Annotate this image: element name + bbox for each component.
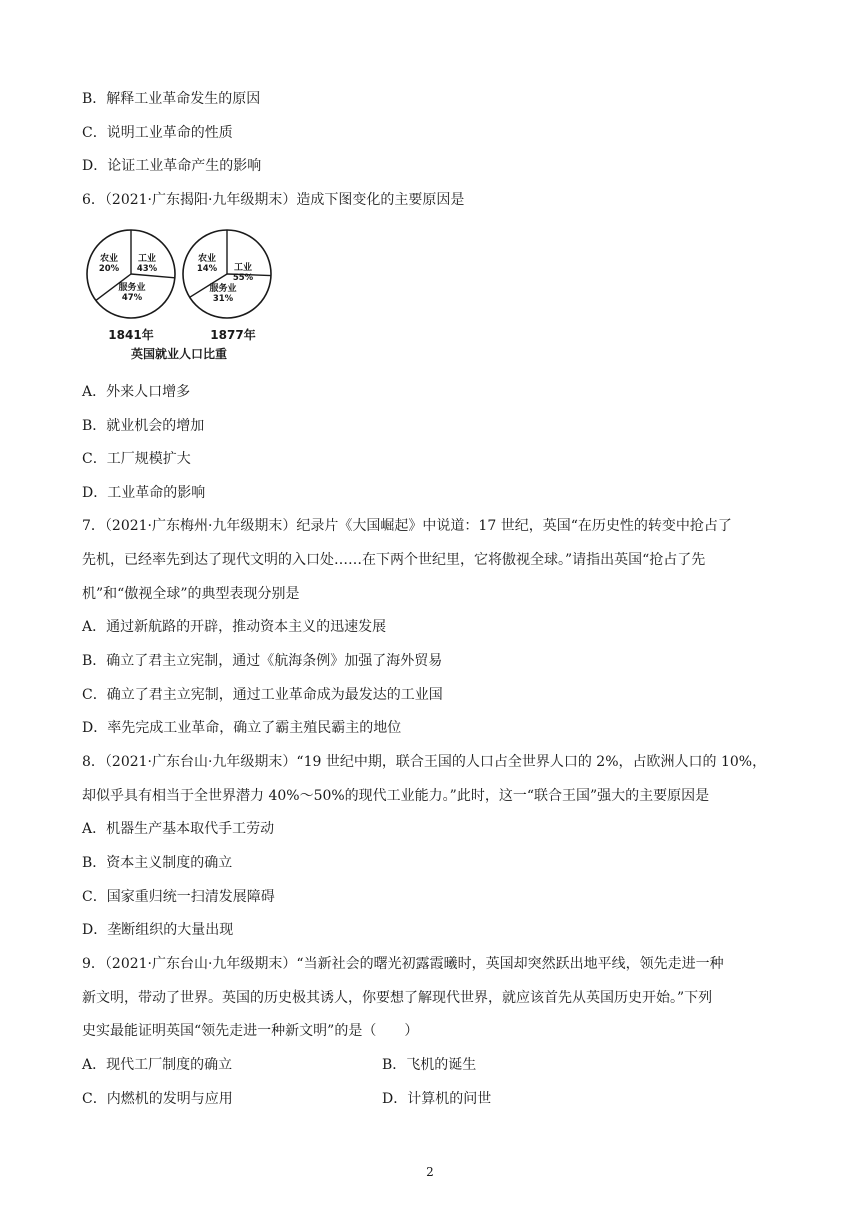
text-line: D．垄断组织的大量出现 (82, 922, 234, 938)
pie-slice-name: 农业 (197, 254, 217, 264)
pie-slice-value: 55% (232, 273, 254, 283)
pie-chart-figure (84, 225, 284, 365)
text-line: A．通过新航路的开辟，推动资本主义的迅速发展 (82, 619, 387, 635)
text-line: C．国家重归统一扫清发展障碍 (82, 889, 275, 905)
text-line: D．工业革命的影响 (82, 485, 206, 501)
text-line: A．外来人口增多 (82, 384, 191, 400)
pie-slice-value: 14% (196, 264, 218, 274)
text-line: 6．（2021·广东揭阳·九年级期末）造成下图变化的主要原因是 (82, 192, 465, 208)
pie-slice-name: 工业 (233, 263, 253, 273)
pie-chart-svg (84, 225, 284, 365)
pie-slice-name: 服务业 (209, 284, 237, 294)
text-line: B．确立了君主立宪制，通过《航海条例》加强了海外贸易 (82, 653, 443, 669)
text-line: B．解释工业革命发生的原因 (82, 91, 261, 107)
option-c: C．内燃机的发明与应用 (82, 1091, 233, 1107)
text-line: D．论证工业革命产生的影响 (82, 158, 262, 174)
option-a: A．现代工厂制度的确立 (82, 1057, 233, 1073)
text-line: D．率先完成工业革命，确立了霸主殖民霸主的地位 (82, 720, 402, 736)
text-line: A．机器生产基本取代手工劳动 (82, 821, 275, 837)
text-line: C．工厂规模扩大 (82, 451, 191, 467)
text-line: 9．（2021·广东台山·九年级期末）“当新社会的曙光初露霞曦时，英国却突然跃出地平线，领先走进一种 (82, 956, 724, 972)
pie-slice-value: 43% (136, 264, 158, 274)
text-line: 先机，已经率先到达了现代文明的入口处……在下两个世纪里，它将傲视全球。”请指出英国“抢占了先 (82, 552, 706, 568)
chart-title: 英国就业人口比重 (130, 347, 228, 361)
pie-slice-value: 31% (212, 294, 234, 304)
text-line: 8．（2021·广东台山·九年级期末）“19 世纪中期，联合王国的人口占全世界人口的 2%，占欧洲人口的 10%， (82, 754, 767, 770)
pie-slice-value: 47% (121, 293, 143, 303)
text-line: 7．（2021·广东梅州·九年级期末）纪录片《大国崛起》中说道：17 世纪，英国“在历史性的转变中抢占了 (82, 518, 732, 534)
text-line: C．说明工业革命的性质 (82, 125, 233, 141)
pie-slice-name: 农业 (99, 254, 119, 264)
option-b: B．飞机的诞生 (382, 1057, 477, 1073)
pie-slice-value: 20% (98, 264, 120, 274)
text-line: B．就业机会的增加 (82, 418, 205, 434)
pie-slice-divider (131, 274, 175, 278)
page-number: 2 (426, 1165, 434, 1179)
text-line: 史实最能证明英国“领先走进一种新文明”的是（ ） (82, 1023, 419, 1039)
text-line: B．资本主义制度的确立 (82, 855, 233, 871)
pie-year-label: 1877年 (210, 328, 256, 342)
pie-slice-name: 服务业 (118, 283, 146, 293)
pie-year-label: 1841年 (108, 328, 154, 342)
option-d: D．计算机的问世 (382, 1091, 492, 1107)
pie-slice-name: 工业 (137, 254, 157, 264)
text-line: 新文明，带动了世界。英国的历史极其诱人，你要想了解现代世界，就应该首先从英国历史开始。”下列 (82, 990, 713, 1006)
text-line: C．确立了君主立宪制，通过工业革命成为最发达的工业国 (82, 687, 443, 703)
text-line: 却似乎具有相当于全世界潜力 40%～50%的现代工业能力。”此时，这一“联合王国”强大的主要原因是 (82, 788, 710, 804)
text-line: 机”和“傲视全球”的典型表现分别是 (82, 586, 300, 602)
